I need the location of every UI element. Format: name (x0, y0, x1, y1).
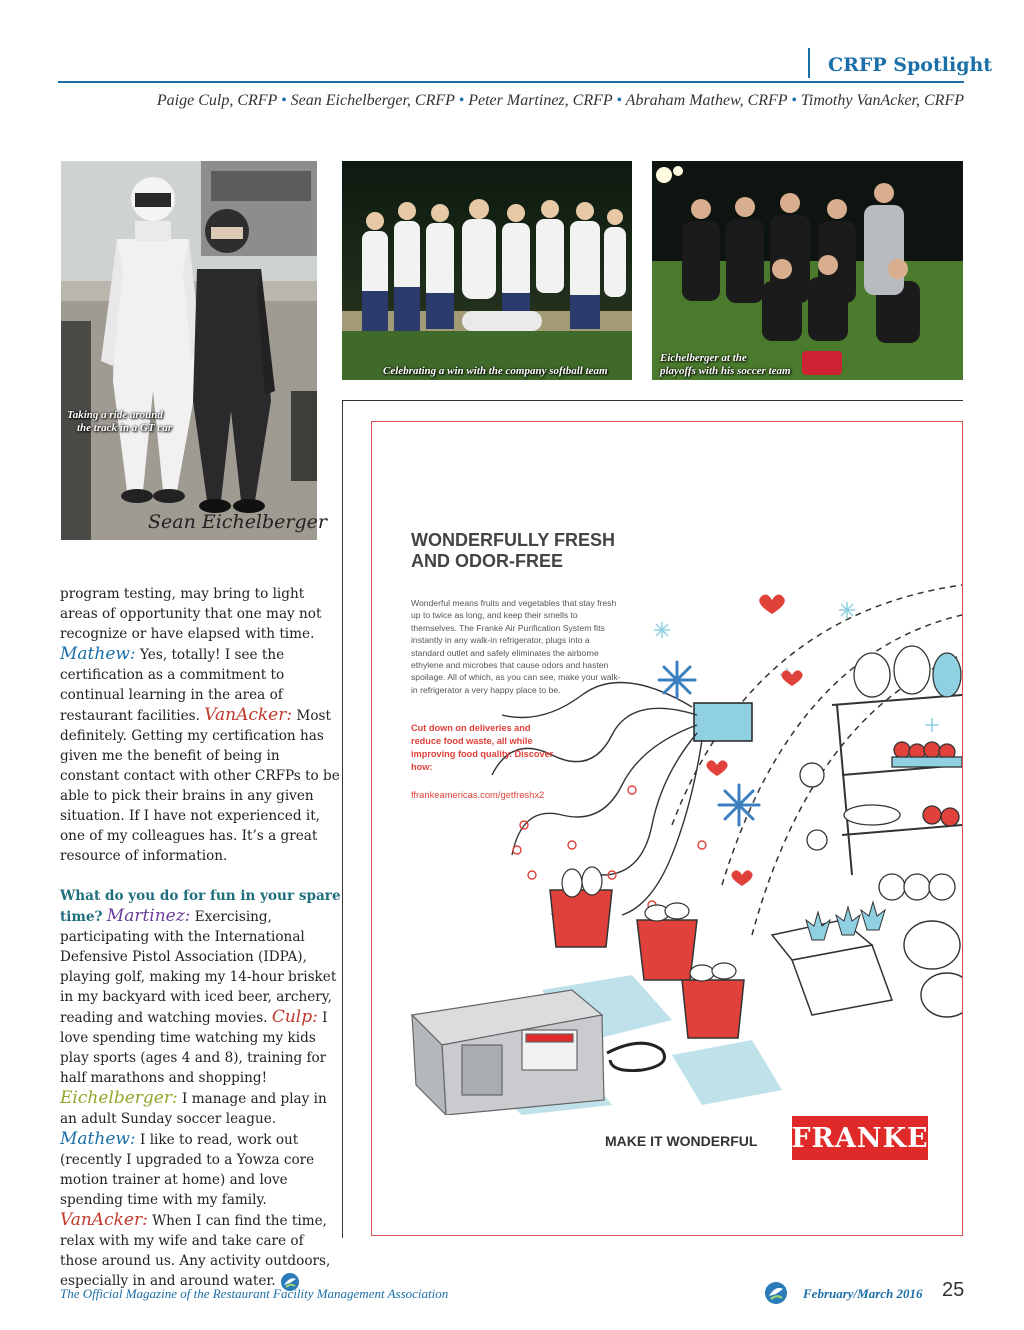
footer-issue-date: February/March 2016 (803, 1286, 923, 1301)
race-drivers-photo (61, 161, 317, 540)
article-text: When I can find the time, relax with my wife and take care of those around us. Any activity outdoors, especially in and around water. (60, 1213, 331, 1289)
header-accent-bar (808, 48, 810, 78)
track-caption-line1: Taking a ride around (67, 409, 163, 421)
ad-tagline: MAKE IT WONDERFUL (605, 1133, 758, 1149)
speaker-martinez: Martinez: (106, 906, 191, 926)
article-text: Yes, totally! I see the certification as a commitment to continual learning in the area of restaurant facilities. (60, 647, 285, 724)
section-title: CRFP Spotlight (828, 54, 993, 76)
ad-border-top (342, 400, 963, 401)
speaker-vanacker: VanAcker: (60, 1210, 148, 1230)
photo-signature: Sean Eichelberger (148, 511, 327, 533)
byline-eichelberger: Sean Eichelberger, CRFP (290, 92, 455, 109)
byline-bullet: • (616, 92, 622, 109)
byline-vanacker: Timothy VanAcker, CRFP (800, 92, 964, 109)
article-paragraph-2 (60, 886, 342, 1292)
interview-question: What do you do for fun in your spare time? (60, 888, 341, 925)
ad-call-to-action: Cut down on deliveries and reduce food waste, all while improving food quality. Discover how: (411, 723, 554, 772)
footer-magazine-name: The Official Magazine of the Restaurant Facility Management Association (60, 1286, 449, 1301)
article-text: I love spending time watching my kids play sports (ages 4 and 8), training for half marathons and shopping! (60, 1010, 328, 1086)
bylines (58, 92, 964, 110)
article-column (60, 584, 342, 1292)
softball-photo-caption: Celebrating a win with the company softball team (383, 365, 608, 377)
speaker-eichelberger: Eichelberger: (60, 1088, 178, 1108)
soccer-caption-line2: playoffs with his soccer team (660, 365, 791, 377)
article-text: I like to read, work out (recently I upgraded to a Yowza core motion trainer at home) and love spending time with my family. (60, 1132, 315, 1208)
byline-martinez: Peter Martinez, CRFP (468, 92, 613, 109)
softball-team-photo (342, 161, 632, 380)
byline-bullet: • (458, 92, 465, 109)
ad-headline (411, 530, 671, 572)
page-number: 25 (942, 1279, 965, 1301)
speaker-mathew: Mathew: (60, 1129, 136, 1149)
ad-url-link[interactable]: ffrankeamericas.com/getfreshx2 (411, 789, 545, 800)
ad-headline-line1: WONDERFULLY FRESH (411, 530, 616, 550)
franke-logo-text: FRANKE (791, 1122, 929, 1154)
article-paragraph-1 (60, 584, 342, 866)
soccer-caption-line1: Eichelberger at the (660, 352, 747, 364)
article-text: program testing, may bring to light areas of opportunity that one may not recognize or have elapsed with time. (60, 586, 322, 642)
speaker-culp: Culp: (271, 1007, 318, 1027)
ad-border-left (342, 400, 343, 1238)
rfma-logo-icon (764, 1281, 788, 1305)
byline-bullet: • (791, 92, 797, 109)
article-text: Most definitely. Getting my certification has given me the benefit of being in constant contact with other CRFPs to be able to pick their brains in any given situation. If I have not experienced it, one of my colleagues has. It’s a great resource of information. (60, 708, 340, 864)
ad-headline-line2: AND ODOR-FREE (411, 551, 563, 571)
soccer-photo-caption (660, 352, 791, 378)
speaker-mathew: Mathew: (60, 644, 136, 664)
speaker-vanacker: VanAcker: (204, 705, 293, 725)
header-rule (58, 81, 964, 83)
article-text: I manage and play in an adult Sunday soccer league. (60, 1091, 327, 1127)
byline-bullet: • (281, 92, 287, 109)
byline-mathew: Abraham Mathew, CRFP (625, 92, 788, 109)
ad-body-text: Wonderful means fruits and vegetables that stay fresh up to twice as long, and keep their smells to themselves. The Franke Air Purification System fits instantly in any walk-in refrigerator, plugs into a standard outlet and safely eliminates the airborne ethylene and microbes that cause odors and hasten spoilage. All of which, as you can see, make your walk-in refrigerator a very happy place to be. (411, 598, 621, 695)
byline-culp: Paige Culp, CRFP (156, 92, 278, 109)
track-caption-line2: the track in a GT car (77, 422, 173, 434)
soccer-team-photo (652, 161, 963, 380)
track-photo-caption (67, 409, 172, 435)
franke-logo (792, 1116, 928, 1160)
article-text: Exercising, participating with the International Defensive Pistol Association (IDPA), playing golf, making my 14-hour brisket in my backyard with iced beer, archery, reading and watching movies. (60, 909, 337, 1026)
